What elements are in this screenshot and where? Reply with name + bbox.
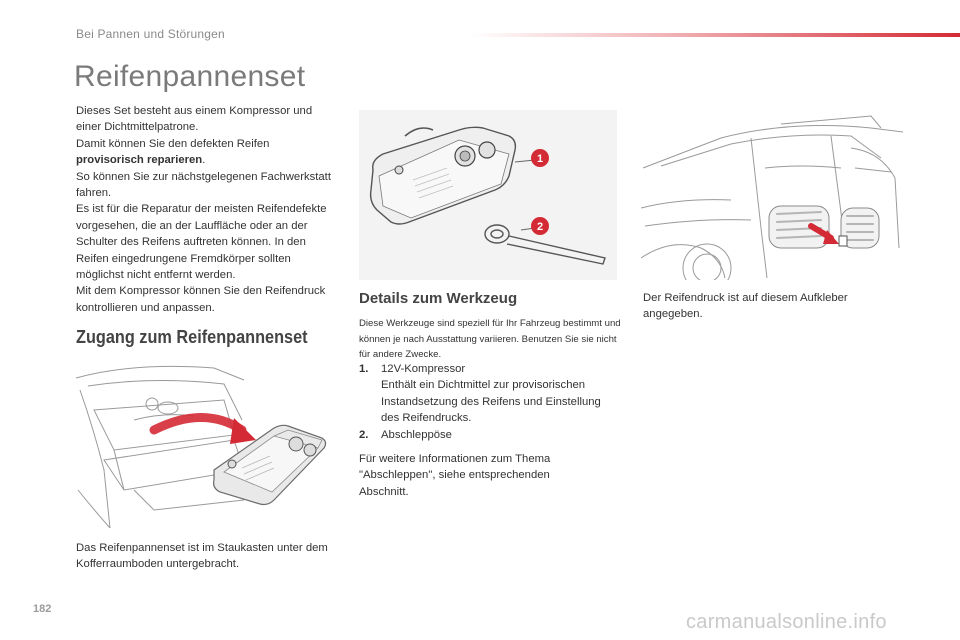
intro-line-4: Es ist für die Reparatur der meisten Reifendefekte vorgesehen, die an der Lauffläche oder an der Schulter des Reifens auftreten können. In den Reifen eingedrungene Fremdkörper sollten möglichst nicht entfernt werden. bbox=[76, 203, 327, 282]
trunk-illustration bbox=[74, 360, 332, 530]
page-title: Reifenpannenset bbox=[74, 60, 306, 93]
tool-list bbox=[359, 361, 621, 443]
intro-line-2-suffix: . bbox=[202, 154, 206, 167]
more-info-text: Für weitere Informationen zum Thema "Abschleppen", siehe entsprechenden Abschnitt. bbox=[359, 453, 551, 498]
tool-item-towing-eye bbox=[359, 427, 621, 443]
toolkit-illustration bbox=[359, 110, 617, 280]
intro-line-2-bold: provisorisch reparieren bbox=[76, 154, 203, 167]
intro-text bbox=[76, 103, 338, 316]
tool-title: 12V-Kompressor bbox=[381, 363, 466, 375]
details-heading: Details zum Werkzeug bbox=[359, 290, 518, 307]
car-drawing bbox=[641, 108, 903, 280]
trunk-drawing bbox=[74, 360, 332, 530]
tyre-pressure-sticker bbox=[839, 236, 847, 246]
details-note: Diese Werkzeuge sind speziell für Ihr Fahrzeug bestimmt und können je nach Ausstattung variieren. Benutzen Sie sie nicht für andere Zwecke. bbox=[359, 318, 621, 361]
tool-number: 1. bbox=[359, 363, 369, 375]
tool-number: 2. bbox=[359, 428, 369, 441]
header-accent-bar bbox=[470, 33, 960, 37]
intro-line-3: So können Sie zur nächstgelegenen Fachwerkstatt fahren. bbox=[76, 170, 331, 200]
section-header: Bei Pannen und Störungen bbox=[76, 27, 225, 41]
watermark: carmanualsonline.info bbox=[686, 611, 887, 633]
access-heading: Zugang zum Reifenpannenset bbox=[76, 326, 308, 347]
intro-line-1: Dieses Set besteht aus einem Kompressor und einer Dichtmittelpatrone. bbox=[76, 105, 313, 134]
trunk-caption: Das Reifenpannenset ist im Staukasten unter dem Kofferraumboden untergebracht. bbox=[76, 542, 328, 571]
intro-line-2-prefix: Damit können Sie den defekten Reifen bbox=[76, 137, 270, 150]
toolkit-drawing bbox=[359, 110, 617, 280]
page-number: 182 bbox=[33, 603, 52, 615]
callout-1-label: 1 bbox=[536, 153, 544, 165]
tool-item-compressor bbox=[359, 361, 621, 427]
tool-title: Abschleppöse bbox=[381, 428, 452, 441]
intro-line-5: Mit dem Kompressor können Sie den Reifendruck kontrollieren und anpassen. bbox=[76, 285, 326, 314]
car-caption: Der Reifendruck ist auf diesem Aufkleber angegeben. bbox=[643, 292, 848, 321]
callout-2-label: 2 bbox=[536, 221, 544, 233]
tool-description: Enthält ein Dichtmittel zur provisorischen Instandsetzung des Reifens und Einstellung des Reifendrucks. bbox=[381, 379, 601, 425]
intro-line-2 bbox=[76, 136, 338, 169]
car-illustration bbox=[641, 108, 903, 280]
